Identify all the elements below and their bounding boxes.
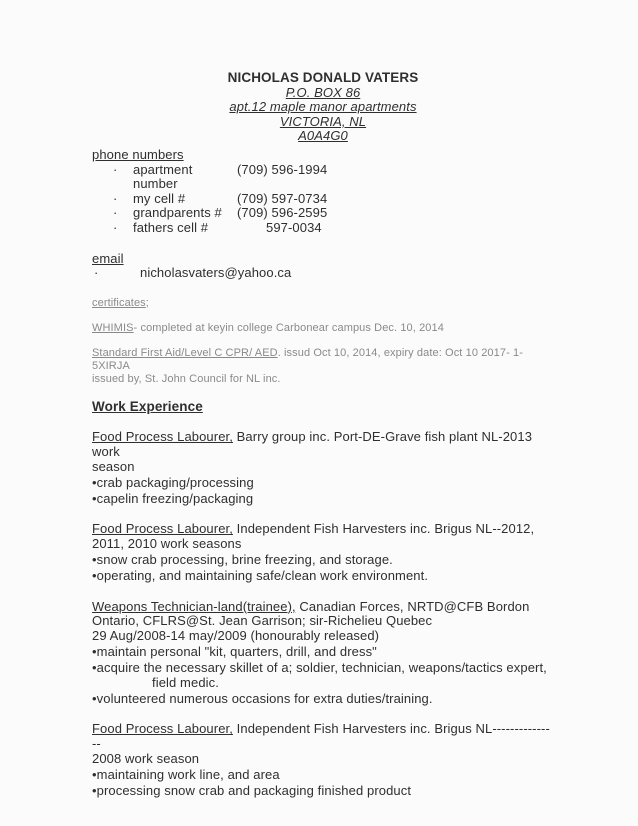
phone-row	[92, 221, 554, 236]
email-heading: email	[92, 250, 124, 266]
job-description-line: season	[92, 458, 135, 474]
bullet-marker: ·	[113, 219, 118, 235]
phone-list	[92, 163, 554, 236]
email-address: nicholasvaters@yahoo.ca	[140, 265, 292, 281]
certificate-text: - completed at keyin college Carbonear campus Dec. 10, 2014	[133, 321, 444, 334]
email-section	[92, 252, 554, 281]
phone-label: fathers cell #	[133, 219, 209, 235]
certificate-title: Standard First Aid/Level C CPR/ AED	[92, 346, 278, 359]
bullet-item: •crab packaging/processing	[92, 474, 254, 490]
bullet-item: •volunteered numerous occasions for extra duties/training.	[92, 690, 433, 706]
bullet-marker: ·	[113, 190, 118, 206]
certificates-heading-suffix: ;	[145, 296, 149, 309]
work-experience-section	[92, 400, 554, 799]
job-title: Food Process Labourer,	[92, 721, 233, 737]
job-heading	[92, 522, 554, 537]
job-description-line: Ontario, CFLRS@St. Jean Garrison; sir-Richelieu Quebec	[92, 613, 433, 629]
phone-heading: phone numbers	[92, 146, 184, 162]
bullet-marker: ·	[113, 205, 118, 221]
job-heading	[92, 722, 554, 751]
bullet-item: •acquire the necessary skillet of a; soldier, technician, weapons/tactics expert,	[92, 660, 547, 676]
job-title: Food Process Labourer,	[92, 429, 233, 445]
phone-row	[92, 163, 554, 192]
email-row	[92, 266, 554, 281]
job-entry	[92, 722, 554, 798]
bullet-item: •capelin freezing/packaging	[92, 490, 254, 506]
phone-number: 597-0034	[266, 219, 322, 235]
certificate-list	[92, 322, 554, 386]
address-line: A0A4G0	[298, 128, 348, 144]
certificate-text: . issud Oct 10, 2014, expiry date: Oct 10 2017- 1-5XIRJA	[92, 346, 523, 372]
job-heading	[92, 430, 554, 459]
job-description: Independent Fish Harvesters inc. Brigus NL--2012,	[232, 521, 535, 537]
job-entry	[92, 600, 554, 707]
phone-number: (709) 597-0734	[237, 190, 328, 206]
phone-number: (709) 596-2595	[237, 205, 328, 221]
bullet-marker: ·	[94, 265, 99, 281]
phone-row	[92, 206, 554, 221]
certificate-item	[92, 347, 554, 386]
phone-row	[92, 192, 554, 207]
job-description: Canadian Forces, NRTD@CFB Bordon	[295, 598, 530, 614]
resume-header	[92, 71, 554, 144]
bullet-item: •processing snow crab and packaging finished product	[92, 782, 412, 798]
job-entry	[92, 430, 554, 506]
bullet-item: •maintaining work line, and area	[92, 766, 280, 782]
certificates-heading	[92, 297, 554, 310]
phone-label: apartment number	[133, 161, 193, 192]
address-line: P.O. BOX 86	[285, 84, 361, 100]
certificates-heading-text: certificates	[92, 296, 146, 309]
certificate-title: WHIMIS	[92, 321, 134, 334]
bullet-continuation: field medic.	[152, 674, 219, 690]
address-line: apt.12 maple manor apartments	[229, 99, 417, 115]
phone-label: my cell #	[133, 190, 186, 206]
job-description-line: 29 Aug/2008-14 may/2009 (honourably released)	[92, 627, 380, 643]
address-block	[92, 86, 554, 144]
job-description-line: 2011, 2010 work seasons	[92, 535, 242, 551]
job-heading	[92, 600, 554, 615]
job-title: Weapons Technician-land(trainee),	[92, 598, 296, 614]
address-line: VICTORIA, NL	[279, 113, 367, 129]
job-entry	[92, 522, 554, 583]
bullet-marker: ·	[113, 161, 118, 177]
certificate-line: issued by, St. John Council for NL inc.	[92, 372, 281, 385]
bullet-item: •maintain personal "kit, quarters, drill, and dress"	[92, 643, 377, 659]
phone-number: (709) 596-1994	[237, 161, 328, 177]
job-description: Barry group inc. Port-DE-Grave fish plant NL-2013 work	[92, 429, 533, 459]
job-list	[92, 430, 554, 798]
work-experience-heading: Work Experience	[92, 398, 203, 414]
certificate-item	[92, 322, 554, 335]
resume-content	[92, 71, 554, 798]
bullet-item: •operating, and maintaining safe/clean work environment.	[92, 568, 429, 584]
job-description: Independent Fish Harvesters inc. Brigus NL---------------	[92, 721, 550, 751]
phone-section	[92, 148, 554, 236]
job-title: Food Process Labourer,	[92, 521, 233, 537]
certificate-line	[92, 347, 554, 373]
certificates-section	[92, 297, 554, 386]
candidate-name: NICHOLAS DONALD VATERS	[227, 70, 419, 85]
bullet-item: •snow crab processing, brine freezing, and storage.	[92, 551, 393, 567]
phone-label: grandparents #	[133, 205, 222, 221]
certificate-line	[92, 322, 554, 335]
job-description-line: 2008 work season	[92, 750, 200, 766]
